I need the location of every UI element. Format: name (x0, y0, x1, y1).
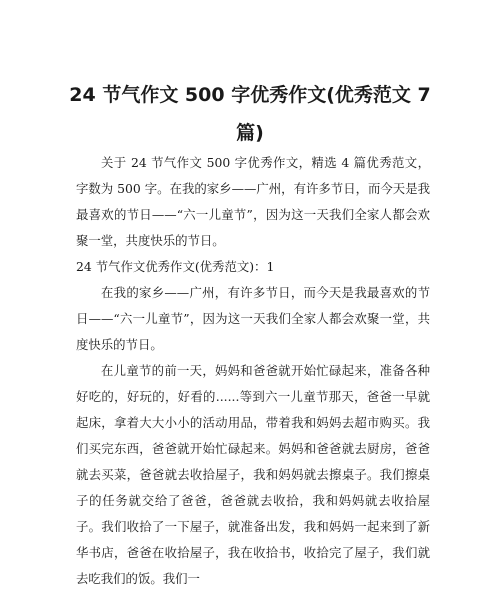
body-paragraph: 在我的家乡——广州，有许多节日，而今天是我最喜欢的节日——“六一儿童节”，因为这一天我们全家人都会欢聚一堂，共度快乐的节日。 (76, 285, 430, 352)
document-title: 24 节气作文 500 字优秀作文(优秀范文 7 篇) (69, 84, 431, 144)
body-paragraph: 在儿童节的前一天，妈妈和爸爸就开始忙碌起来，准备各种好吃的，好玩的，好看的......等到六一儿童节那天，爸爸一早就起床，拿着大大小小的活动用品，带着我和妈妈去超市购买。我们买完东西，爸爸就开始忙碌起来。妈妈和爸爸就去厨房，爸爸就去买菜，爸爸就去收拾屋子，我和妈妈就去擦桌子。我们擦桌子的任务就交给了爸爸，爸爸就去收拾，我和妈妈就去收拾屋子。我们收拾了一下屋子，就准备出发，我和妈妈一起来到了新华书店，爸爸在收拾屋子，我在收拾书，收拾完了屋子，我们就去吃我们的饭。我们一 (76, 363, 430, 586)
intro-paragraph: 关于 24 节气作文 500 字优秀作文，精选 4 篇优秀范文，字数为 500 字。在我的家乡——广州，有许多节日，而今天是我最喜欢的节日——“六一儿童节”，因为这一天我们全家人都会欢聚一堂，共度快乐的节日。 (76, 155, 430, 248)
document-body (76, 150, 430, 592)
section-heading: 24 节气作文优秀作文(优秀范文)：1 (76, 259, 275, 274)
